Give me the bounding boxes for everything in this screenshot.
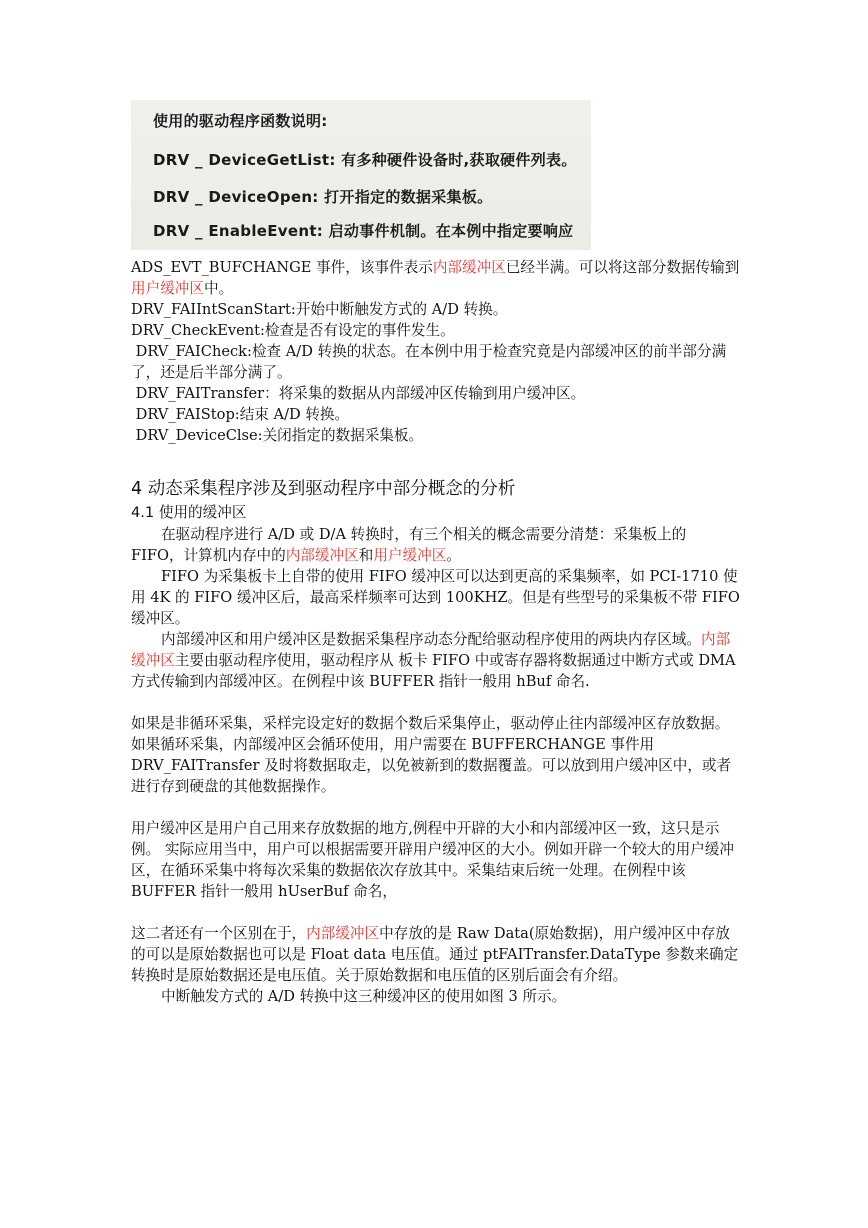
paragraph-internal-user-buffer [131,629,741,692]
highlight-internal-buffer: 内部缓冲区 [285,547,359,564]
paragraph-buffers-intro [131,524,741,566]
function-deviceclose: DRV_DeviceClse:关闭指定的数据采集板。 [131,427,424,444]
subsection-heading-4-1: 4.1 使用的缓冲区 [131,504,247,521]
spacer [131,797,741,818]
paragraph-cyclic-acquisition: 如果是非循环采集，采样完设定好的数据个数后采集停止，驱动停止往内部缓冲区存放数据。如果循环采集，内部缓冲区会循环使用，用户需要在 BUFFERCHANGE 事件用 DRV_FAITransfer 及时将数据取走，以免被新到的数据覆盖。可以放到用户缓冲区中，或者进行存到硬盘的其他数据操作。 [131,715,732,795]
highlight-internal-buffer: 内部缓冲区 [131,631,731,669]
scan-line-enableevent: DRV _ EnableEvent: 启动事件机制。在本例中指定要响应 [153,222,574,240]
highlight-internal-buffer: 内部缓冲区 [306,925,380,942]
scanned-function-list-image [131,100,591,250]
function-faistop: DRV_FAIStop:结束 A/D 转换。 [131,406,350,423]
scan-line-deviceopen: DRV _ DeviceOpen: 打开指定的数据采集板。 [153,188,493,206]
text-span: 这二者还有一个区别在于， [131,925,307,942]
function-faicheck: DRV_FAICheck:检查 A/D 转换的状态。在本例中用于检查究竟是内部缓冲区的前半部分满了，还是后半部分满了。 [131,343,727,381]
highlight-user-buffer: 用户缓冲区 [131,280,204,297]
highlight-internal-buffer: 内部缓冲区 [432,259,506,276]
paragraph-fifo: FIFO 为采集板卡上自带的使用 FIFO 缓冲区可以达到更高的采集频率，如 PCI-1710 使用 4K 的 FIFO 缓冲区后，最高采样频率可达到 100KHZ。但是有些型号的采集板不带 FIFO 缓冲区。 [131,568,740,627]
text-span: 内部缓冲区和用户缓冲区是数据采集程序动态分配给驱动程序使用的两块内存区域。 [161,631,701,648]
text-span: 。 [446,547,461,564]
highlight-user-buffer: 用户缓冲区 [373,547,447,564]
text-span: 中。 [203,280,234,297]
scan-line-devicegetlist: DRV _ DeviceGetList: 有多种硬件设备时,获取硬件列表。 [153,151,577,169]
paragraph-figure-reference: 中断触发方式的 A/D 转换中这三种缓冲区的使用如图 3 所示。 [161,988,567,1005]
function-checkevent: DRV_CheckEvent:检查是否有设定的事件发生。 [131,322,455,339]
paragraph-user-buffer: 用户缓冲区是用户自己用来存放数据的地方,例程中开辟的大小和内部缓冲区一致，这只是示例。 实际应用当中，用户可以根据需要开辟用户缓冲区的大小。例如开辟一个较大的用户缓冲区，在循环采集中将每次采集的数据依次存放其中。采集结束后统一处理。在例程中该 BUFFER 指针一般用 hUserBuf 命名， [131,820,734,900]
text-span: 在驱动程序进行 A/D 或 D/A 转换时，有三个相关的概念需要分清楚：采集板上的 FIFO，计算机内存中的 [131,526,687,564]
document-body [131,257,741,1007]
spacer [131,692,741,713]
text-span: 主要由驱动程序使用，驱动程序从 板卡 FIFO 中或寄存器将数据通过中断方式或 DMA 方式传输到内部缓冲区。在例程中该 BUFFER 指针一般用 hBuf 命名. [131,652,736,690]
paragraph-difference [131,923,741,986]
scan-line-title: 使用的驱动程序函数说明: [153,112,328,130]
function-faitransfer: DRV_FAITransfer：将采集的数据从内部缓冲区传输到用户缓冲区。 [131,385,586,402]
function-scanstart: DRV_FAIIntScanStart:开始中断触发方式的 A/D 转换。 [131,301,508,318]
text-span: 已经半满。可以将这部分数据传输到 [505,259,740,276]
text-span: 中存放的是 Raw Data(原始数据)，用户缓冲区中存放的可以是原始数据也可以是 Float data 电压值。通过 ptFAITransfer.DataType 参数来确定转换时是原始数据还是电压值。关于原始数据和电压值的区别后面会有介绍。 [131,925,739,984]
section-heading-4: 4 动态采集程序涉及到驱动程序中部分概念的分析 [131,479,516,499]
spacer [131,902,741,923]
text-span: 和 [358,547,374,564]
text-span: ADS_EVT_BUFCHANGE 事件，该事件表示 [131,259,433,276]
paragraph-event [131,257,741,299]
